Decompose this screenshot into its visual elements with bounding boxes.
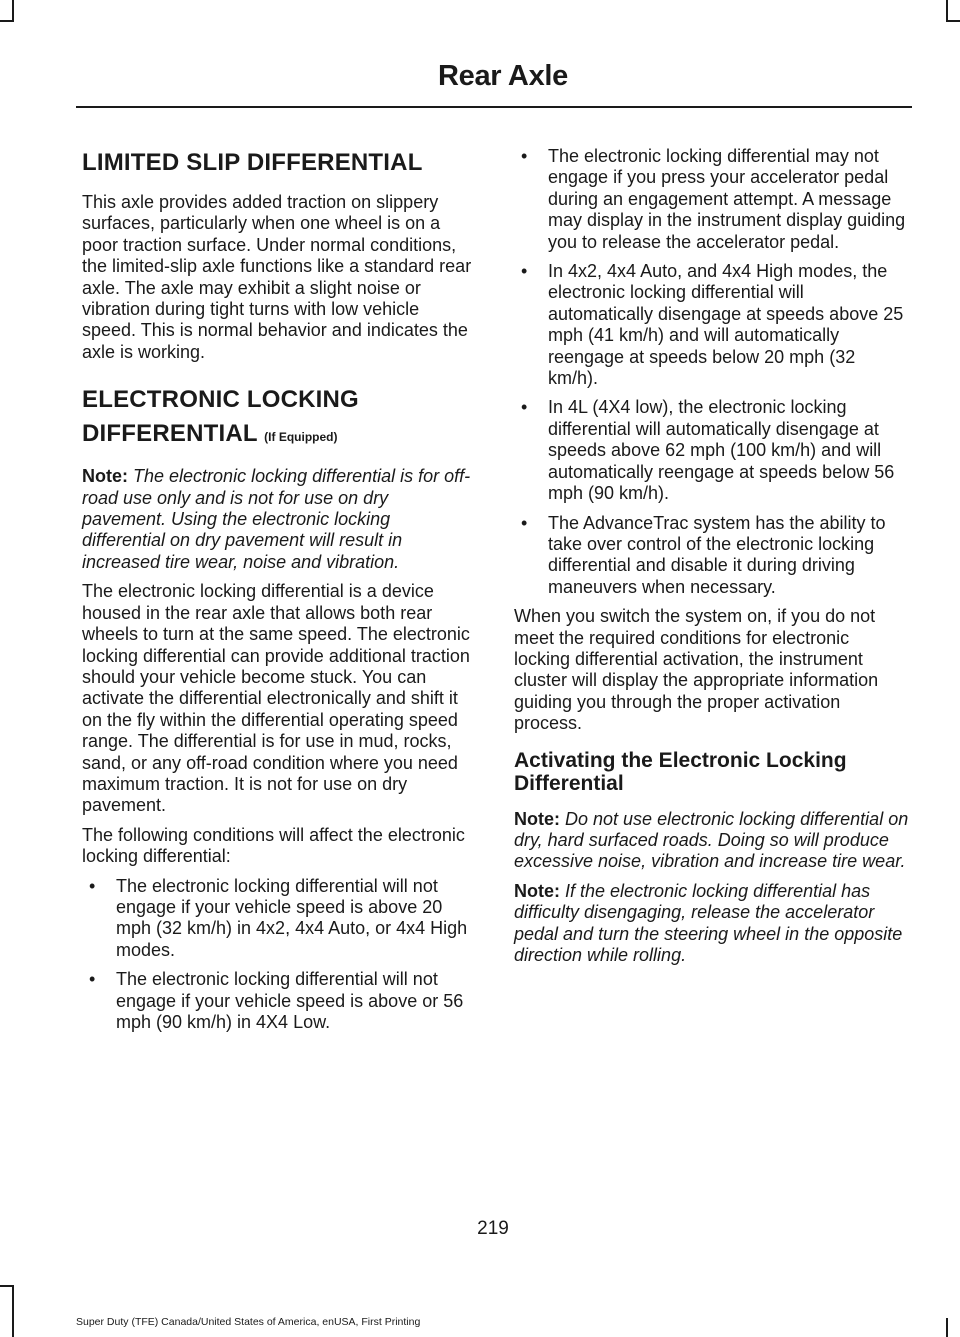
list-item-text: In 4x2, 4x4 Auto, and 4x4 High modes, the electronic locking differential will automatically disengage at speeds above 25 mph (41 km/h) and will automatically reengage at speeds below 20 mph (32 km/h). (548, 261, 904, 389)
note-label: Note: (514, 880, 560, 901)
crop-mark-top-left-v (12, 0, 14, 22)
limited-slip-body: This axle provides added traction on slippery surfaces, particularly when one wheel is on a poor traction surface. Under normal conditions, the limited-slip axle functions like a standard rear axle. The axle may exhibit a slight noise or vibration during tight turns with low vehicle speed. This is normal behavior and indicates the axle is working. (82, 192, 472, 362)
if-equipped-label: (If Equipped) (264, 430, 338, 445)
bullet-glyph: • (521, 261, 528, 282)
list-item-text: In 4L (4X4 low), the electronic locking differential will automatically disengage at speeds above 62 mph (100 km/h) and will automatically reengage at speeds below 56 mph (90 km/h). (548, 397, 895, 504)
crop-mark-bottom-left-v (12, 1285, 14, 1337)
note-dry-roads (514, 809, 910, 873)
right-bullet-list (514, 146, 910, 598)
left-column (82, 146, 474, 1041)
activation-info-body: When you switch the system on, if you do not meet the required conditions for electronic locking differential activation, the instrument cluster will display the appropriate information guiding you through the proper activation process. (514, 606, 879, 734)
bullet-glyph: • (521, 397, 528, 418)
list-item (82, 876, 474, 962)
crop-mark-bottom-left-h (0, 1285, 14, 1287)
list-item-text: The AdvanceTrac system has the ability to take over control of the electronic locking differential and disable it during driving maneuvers when necessary. (548, 512, 886, 597)
list-item-text: The electronic locking differential will not engage if your vehicle speed is above or 56 mph (90 km/h) in 4X4 Low. (116, 969, 464, 1032)
eld-conditions-intro: The following conditions will affect the electronic locking differential: (82, 824, 465, 867)
bullet-glyph: • (521, 512, 528, 533)
list-item-text: The electronic locking differential will not engage if your vehicle speed is above 20 mph (32 km/h) in 4x2, 4x4 Auto, or 4x4 High modes. (116, 875, 468, 960)
note-text: If the electronic locking differential has difficulty disengaging, release the accelerator pedal and turn the steering wheel in the opposite direction while rolling. (514, 880, 903, 965)
crop-mark-top-right-v (946, 0, 948, 22)
note-offroad (82, 466, 474, 573)
note-label: Note: (514, 808, 560, 829)
eld-description: The electronic locking differential is a device housed in the rear axle that allows both rear wheels to turn at the same speed. The electronic locking differential can provide additional traction should your vehicle become stuck. You can activate the differential electronically and shift it on the fly within the differential operating speed range. The differential is for use in mud, rocks, sand, or any off-road condition where you need maximum traction. It is not for use on dry pavement. (82, 581, 470, 816)
page-header-title: Rear Axle (437, 60, 568, 92)
note-disengaging (514, 881, 910, 967)
list-item (514, 513, 910, 599)
crop-mark-top-right-h (946, 20, 960, 22)
header-rule (76, 106, 912, 108)
list-item-text: The electronic locking differential may not engage if you press your accelerator pedal during an engagement attempt. A message may display in the instrument display guiding you to release the accelerator pedal. (548, 146, 906, 252)
heading-limited-slip: LIMITED SLIP DIFFERENTIAL (82, 149, 423, 176)
footer-text: Super Duty (TFE) Canada/United States of America, enUSA, First Printing (76, 1316, 421, 1328)
list-item (82, 969, 474, 1033)
bullet-glyph: • (521, 146, 528, 166)
page-number: 219 (477, 1218, 509, 1239)
crop-mark-top-left-h (0, 20, 14, 22)
heading-electronic-locking-text: ELECTRONIC LOCKING DIFFERENTIAL (82, 386, 359, 448)
note-text: Do not use electronic locking differential on dry, hard surfaced roads. Doing so will produce excessive noise, vibration and increase tire wear. (514, 808, 909, 872)
bullet-glyph: • (89, 875, 96, 896)
list-item (514, 397, 910, 504)
left-bullet-list (82, 876, 474, 1034)
note-text: The electronic locking differential is for off-road use only and is not for use on dry pavement. Using the electronic locking differential on dry pavement will result in increased tire wear, noise and vibration. (82, 466, 471, 572)
heading-electronic-locking (82, 383, 474, 454)
crop-mark-bottom-right-v (946, 1318, 948, 1337)
heading-activating: Activating the Electronic Locking Differential (514, 748, 847, 795)
list-item (514, 146, 910, 253)
right-column (514, 146, 910, 974)
note-label: Note: (82, 466, 128, 487)
bullet-glyph: • (89, 969, 96, 990)
list-item (514, 261, 910, 389)
